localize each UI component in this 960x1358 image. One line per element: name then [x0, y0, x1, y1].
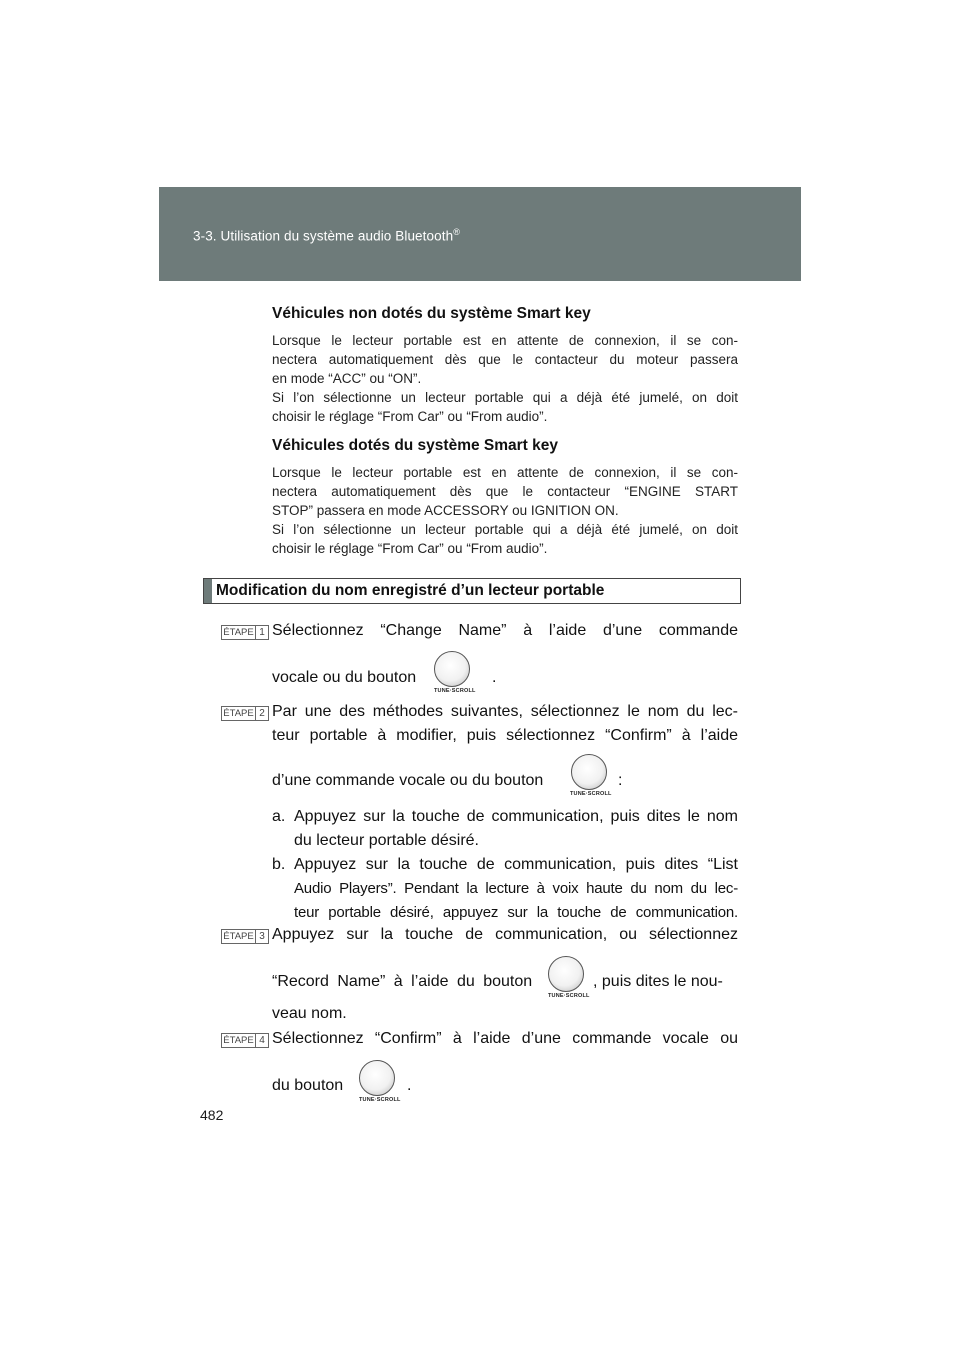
text-line: Si l’on sélectionne un lecteur portable qui a déjà été jumelé, on doit — [272, 390, 738, 405]
section-heading-title: Modification du nom enregistré d’un lecteur portable — [216, 582, 605, 599]
text-line: Par une des méthodes suivantes, sélectionnez le nom du lec- — [272, 703, 738, 720]
section-heading-box — [203, 578, 741, 604]
text-line: . — [492, 669, 497, 686]
item-label: b. — [272, 856, 286, 873]
text-line: Lorsque le lecteur portable est en attente de connexion, il se con- — [272, 465, 738, 480]
section-heading-stripe — [204, 579, 212, 603]
step-badge-1 — [221, 625, 269, 640]
text-line: Lorsque le lecteur portable est en attente de connexion, il se con- — [272, 333, 738, 348]
text-line: choisir le réglage “From Car” ou “From audio”. — [272, 541, 548, 556]
paragraph-smart-key — [272, 463, 738, 558]
step-badge-number: 1 — [259, 627, 265, 638]
tune-scroll-knob-icon — [359, 1060, 395, 1096]
text-line: veau nom. — [272, 1005, 347, 1022]
step-badge-number: 3 — [259, 931, 265, 942]
chapter-header-text: 3-3. Utilisation du système audio Bluetooth — [193, 228, 454, 244]
subheading-no-smart-key: Véhicules non dotés du système Smart key — [272, 305, 591, 322]
text-line: Audio Players”. Pendant la lecture à voix haute du nom du lec- — [294, 880, 738, 897]
item-label: a. — [272, 808, 286, 825]
step-badge-number: 4 — [259, 1035, 265, 1046]
text-line: Sélectionnez “Change Name” à l’aide d’une commande — [272, 622, 738, 639]
text-line: “Record Name” à l’aide du bouton — [272, 973, 533, 990]
step-badge-2 — [221, 706, 269, 721]
tune-scroll-label: TUNE·SCROLL — [548, 993, 590, 999]
step-badge-word: ÉTAPE — [222, 1034, 256, 1047]
text-line: Appuyez sur la touche de communication, puis dites “List — [294, 856, 738, 873]
text-line: du bouton — [272, 1077, 344, 1094]
text-line: : — [618, 772, 623, 789]
tune-scroll-label: TUNE·SCROLL — [570, 791, 612, 797]
step-badge-4 — [221, 1033, 269, 1048]
text-line: Si l’on sélectionne un lecteur portable qui a déjà été jumelé, on doit — [272, 522, 738, 537]
text-line: STOP” passera en mode ACCESSORY ou IGNITION ON. — [272, 503, 619, 518]
text-line: Sélectionnez “Confirm” à l’aide d’une commande vocale ou — [272, 1030, 738, 1047]
step-badge-word: ÉTAPE — [222, 707, 256, 720]
step-badge-3 — [221, 929, 269, 944]
text-line: vocale ou du bouton — [272, 669, 417, 686]
text-line: Appuyez sur la touche de communication, ou sélectionnez — [272, 926, 738, 943]
text-line: nectera automatiquement dès que le contacteur du moteur passera — [272, 352, 738, 367]
step-badge-word: ÉTAPE — [222, 626, 256, 639]
registered-mark: ® — [453, 227, 460, 237]
tune-scroll-knob-icon — [571, 754, 607, 790]
item-body — [294, 805, 738, 853]
subheading-smart-key: Véhicules dotés du système Smart key — [272, 437, 559, 454]
text-line: teur portable à modifier, puis sélectionnez “Confirm” à l’aide — [272, 727, 738, 744]
tune-scroll-knob-icon — [434, 651, 470, 687]
paragraph-no-smart-key — [272, 331, 738, 426]
page-number: 482 — [200, 1107, 224, 1123]
tune-scroll-label: TUNE·SCROLL — [359, 1097, 401, 1103]
text-line: nectera automatiquement dès que le contacteur “ENGINE START — [272, 484, 738, 499]
step-badge-word: ÉTAPE — [222, 930, 256, 943]
text-line: en mode “ACC” ou “ON”. — [272, 371, 422, 386]
text-line: . — [407, 1077, 412, 1094]
text-line: teur portable désiré, appuyez sur la touche de communication. — [294, 904, 738, 921]
tune-scroll-label: TUNE·SCROLL — [434, 688, 476, 694]
text-line: d’une commande vocale ou du bouton — [272, 772, 544, 789]
step-badge-number: 2 — [259, 708, 265, 719]
text-line: Appuyez sur la touche de communication, puis dites le nom — [294, 808, 738, 825]
item-body — [294, 853, 738, 925]
text-line: du lecteur portable désiré. — [294, 832, 479, 849]
text-line: , puis dites le nou- — [593, 973, 723, 990]
tune-scroll-knob-icon — [548, 956, 584, 992]
text-line: choisir le réglage “From Car” ou “From audio”. — [272, 409, 548, 424]
